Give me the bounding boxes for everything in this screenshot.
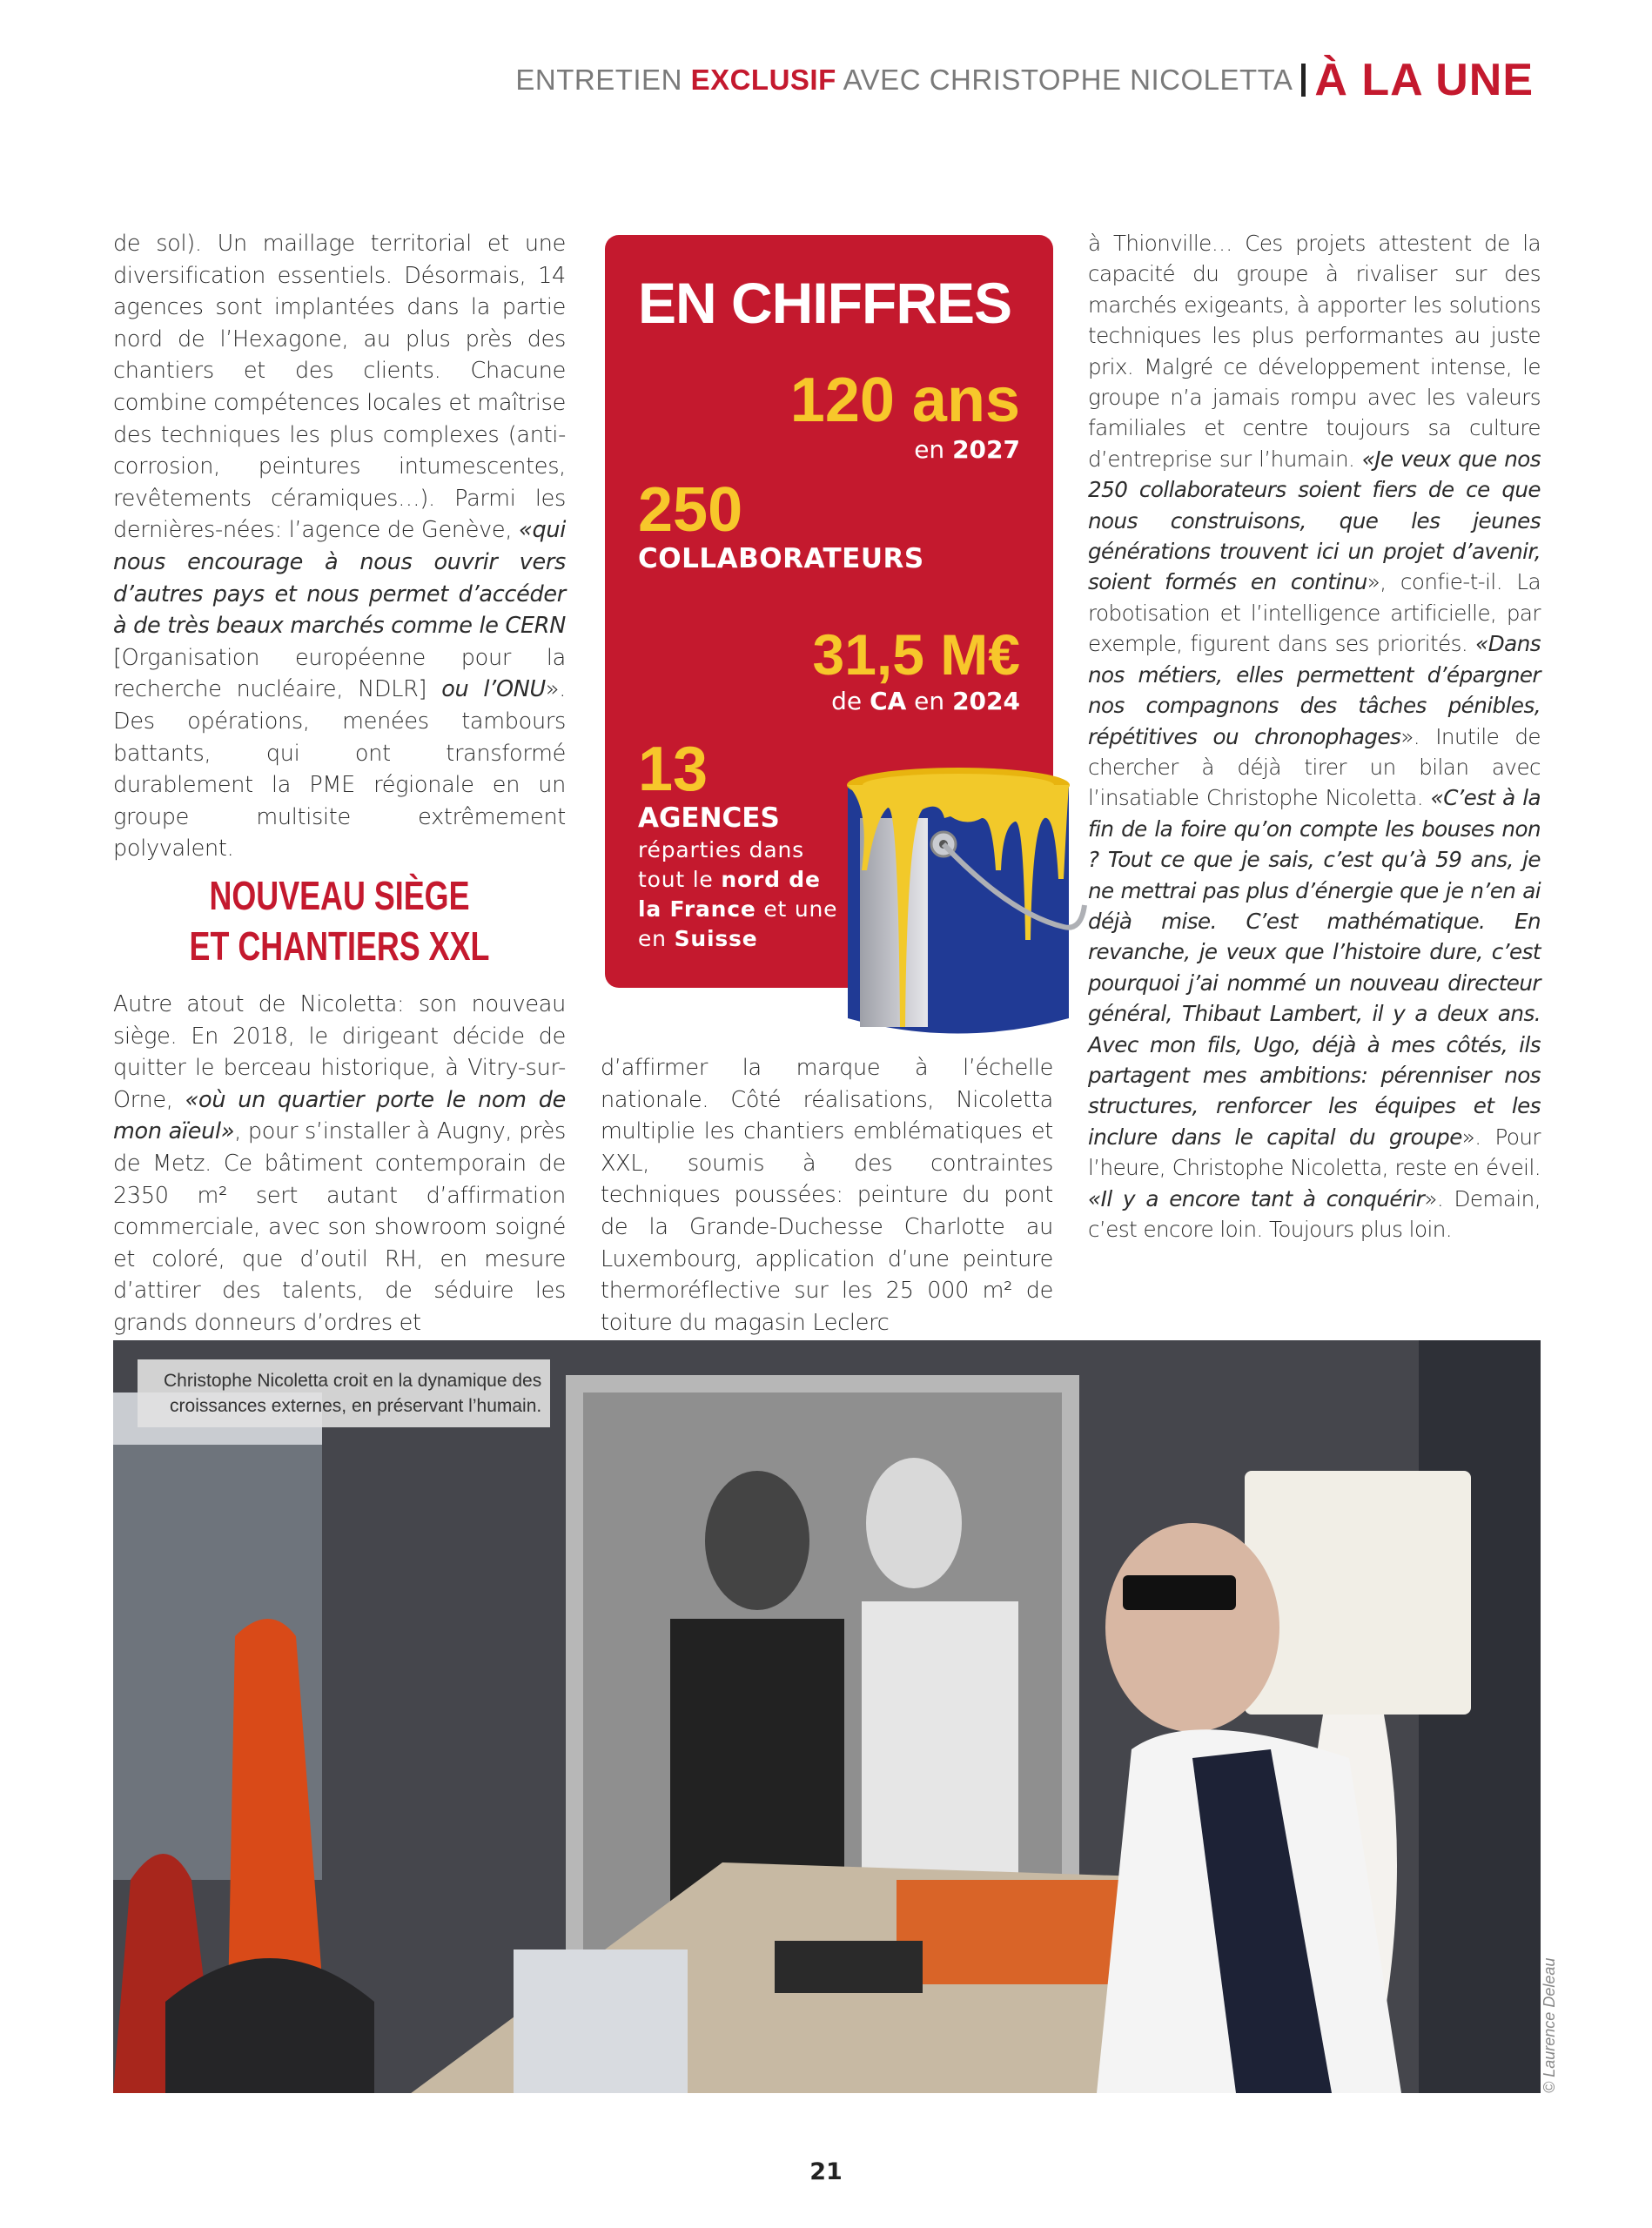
quote-run: «Dans nos métiers, elles permettent d’épargner nos compagnons des tâches pénibles, répétitives ou chronophages: [1088, 631, 1541, 749]
stat-revenue: [813, 622, 1020, 715]
header-suffix: AVEC CHRISTOPHE NICOLETTA: [836, 64, 1293, 96]
office-photo-illustration: [113, 1340, 1541, 2093]
quote-run: ou l’ONU: [441, 676, 546, 703]
stat-sub: [790, 435, 1020, 464]
stat-anniversary: [790, 366, 1020, 464]
text-run: ». Demain, c’est encore loin. Toujours plus loin.: [1088, 1185, 1541, 1242]
header-prefix: ENTRETIEN: [515, 64, 691, 96]
quote-run: «Je veux que nos 250 collaborateurs soient fiers de ce que nous construisons, que les jeunes générations trouvent ici un projet d’avenir, soient formés en continu: [1088, 446, 1541, 595]
stat-description: [638, 836, 847, 954]
stat-value: 13: [638, 735, 708, 804]
stat-employees: [638, 477, 924, 574]
stat-sub-year: 2027: [952, 435, 1020, 464]
stat-sub-year: 2024: [952, 687, 1020, 715]
text-run: [Organisation européenne pour la recherche nucléaire, NDLR]: [113, 644, 566, 703]
text-run: Autre atout de Nicoletta: son nouveau siège. En 2018, le dirigeant décide de quitter le berceau historique, à Vitry-sur-Orne,: [113, 991, 566, 1113]
article-column-1: [113, 228, 566, 865]
stat-sub-text: en: [906, 687, 953, 715]
stat-sub: [813, 687, 1020, 715]
paragraph: [113, 228, 566, 865]
text-run: à Thionville… Ces projets attestent de la capacité du groupe à rivaliser sur des marchés exigeants, à apporter les solutions techniques les plus performantes au juste prix. Malgré ce développement intense, le groupe n’a jamais rompu avec les valeurs familiales et centre toujours sa culture d’entreprise sur l’humain.: [1088, 231, 1541, 472]
stat-agencies: [638, 735, 847, 954]
photo-credit: © Laurence Deleau: [1541, 1957, 1558, 2093]
subheading-line-2: ET CHANTIERS XXL: [189, 923, 490, 969]
desc-text: réparties dans tout le: [638, 837, 804, 892]
text-run: », confie-t-il. La robotisation et l’intelligence artificielle, par exemple, figurent dans ses priorités.: [1088, 569, 1541, 657]
desc-bold: Suisse: [674, 926, 758, 951]
stat-sub-bold: CA: [870, 687, 907, 715]
desc-bold: nord de la France: [638, 867, 821, 922]
page-number: 21: [809, 2158, 843, 2185]
stat-label: AGENCES: [638, 802, 780, 834]
desc-text: et une en: [638, 896, 838, 951]
header-highlight: EXCLUSIF: [690, 64, 836, 96]
stat-value: 31,5 M€: [812, 622, 1020, 687]
header-divider: [1301, 64, 1306, 97]
stat-sub-text: en: [914, 435, 953, 464]
quote-run: «où un quartier porte le nom de mon aïeul»: [113, 1086, 566, 1145]
text-run: ». Des opérations, menées tambours battants, qui ont transformé durablement la PME régionale en un groupe multisite extrêmement polyvalent.: [113, 676, 566, 862]
key-figures-title: EN CHIFFRES: [638, 271, 1012, 335]
text-run: ». Inutile de chercher à déjà tirer un bilan avec l’insatiable Christophe Nicoletta.: [1088, 723, 1541, 811]
quote-run: «qui nous encourage à nous ouvrir vers d’autres pays et nous permet d’accéder à de très beaux marchés comme le CERN: [113, 517, 566, 640]
article-column-2: [601, 1052, 1053, 1339]
stat-value: 120 ans: [789, 366, 1020, 435]
stat-value: 250: [638, 475, 743, 545]
caption-line-2: croissances externes, en préservant l’humain.: [170, 1396, 542, 1416]
quote-run: «Il y a encore tant à conquérir: [1088, 1185, 1425, 1211]
caption-line-1: Christophe Nicoletta croit en la dynamique des: [164, 1371, 542, 1391]
article-column-1-continued: [113, 989, 566, 1339]
photo-caption: [138, 1359, 550, 1427]
paragraph: [113, 989, 566, 1339]
quote-run: «C’est à la fin de la foire qu’on compte les bouses non ? Tout ce que je sais, c’est qu’à 59 ans, je ne mettrai pas plus d’énergie que je n’en ai déjà mise. C’est mathématique. En revanche, je veux que l’histoire dure, c’est pourquoi j’ai nommé un nouveau directeur général, Thibaut Lambert, il y a deux ans. Avec mon fils, Ugo, déjà à mes côtés, ils partagent mes ambitions: pérenniser nos structures, renforcer les équipes et les inclure dans le capital du groupe: [1088, 785, 1541, 1150]
text-run: de sol). Un maillage territorial et une diversification essentiels. Désormais, 14 agences sont implantées dans la partie nord de l’Hexagone, au plus près des chantiers et des clients. Chacune combine compétences locales et maîtrise des techniques les plus complexes (anti-corrosion, peintures intumescentes, revêtements céramiques…). Parmi les dernières-nées: l’agence de Genève,: [113, 231, 566, 544]
section-title: À LA UNE: [1314, 55, 1534, 105]
paragraph: [1088, 228, 1541, 1245]
paint-bucket-icon: [836, 766, 1088, 1044]
article-column-3: [1088, 228, 1541, 1245]
stat-sub-text: de: [831, 687, 870, 715]
text-run: ». Pour l’heure, Christophe Nicoletta, reste en éveil.: [1088, 1124, 1541, 1181]
paragraph: d’affirmer la marque à l’échelle nationale. Côté réalisations, Nicoletta multiplie les chantiers emblématiques et XXL, soumis à des contraintes techniques poussées: peinture du pont de la Grande-Duchesse Charlotte au Luxembourg, application d’une peinture thermoréflective sur les 25 000 m² de toiture du magasin Leclerc: [601, 1055, 1053, 1336]
subheading: [163, 870, 516, 971]
running-header: [515, 54, 1534, 106]
text-run: , pour s’installer à Augny, près de Metz. Ce bâtiment contemporain de 2350 m² sert autant d’affirmation commerciale, avec son showroom soigné et coloré, que d’outil RH, en mesure d’attirer des talents, de séduire les grands donneurs d’ordres et: [113, 1118, 566, 1336]
header-kicker: [515, 64, 1293, 97]
article-photo: [113, 1340, 1541, 2093]
stat-label: COLLABORATEURS: [638, 543, 924, 574]
subheading-line-1: NOUVEAU SIÈGE: [209, 873, 470, 918]
